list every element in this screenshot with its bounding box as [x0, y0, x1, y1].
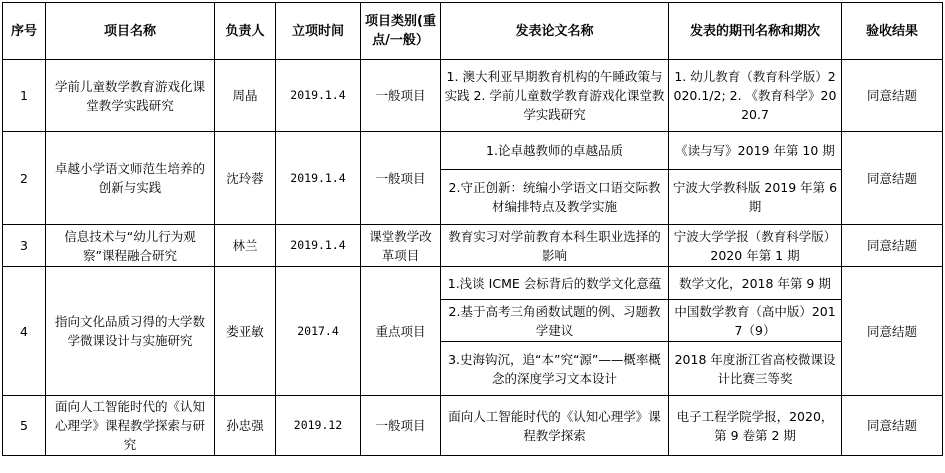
cell-project: 卓越小学语文师范生培养的创新与实践	[46, 132, 215, 225]
cell-paper: 1.浅谈 ICME 会标背后的数学文化意蕴	[441, 267, 669, 300]
cell-journal: 宁波大学教科版 2019 年第 6 期	[669, 170, 842, 225]
cell-leader: 林兰	[215, 225, 276, 267]
cell-date: 2019.1.4	[276, 225, 361, 267]
cell-leader: 周晶	[215, 60, 276, 132]
cell-result: 同意结题	[842, 396, 943, 456]
table-row	[3, 132, 943, 170]
cell-paper: 面向人工智能时代的《认知心理学》课程教学探索	[441, 396, 669, 456]
cell-paper: 1.论卓越教师的卓越品质	[441, 132, 669, 170]
header-row	[3, 3, 943, 60]
cell-paper: 3.史海钩沉，追“本”究“源”——概率概念的深度学习文本设计	[441, 342, 669, 396]
cell-no: 1	[3, 60, 46, 132]
cell-journal: 电子工程学院学报，2020，第 9 卷第 2 期	[669, 396, 842, 456]
cell-project: 学前儿童数学教育游戏化课堂教学实践研究	[46, 60, 215, 132]
cell-category: 一般项目	[361, 60, 441, 132]
cell-no: 2	[3, 132, 46, 225]
cell-paper: 2.基于高考三角函数试题的例、习题教学建议	[441, 300, 669, 342]
header-paper: 发表论文名称	[441, 3, 669, 60]
cell-date: 2019.1.4	[276, 132, 361, 225]
cell-leader: 孙忠强	[215, 396, 276, 456]
header-result: 验收结果	[842, 3, 943, 60]
cell-project: 信息技术与“幼儿行为观察”课程融合研究	[46, 225, 215, 267]
cell-category: 一般项目	[361, 132, 441, 225]
cell-project: 指向文化品质习得的大学数学微课设计与实施研究	[46, 267, 215, 396]
cell-date: 2017.4	[276, 267, 361, 396]
cell-leader: 沈玲蓉	[215, 132, 276, 225]
cell-category: 课堂教学改革项目	[361, 225, 441, 267]
cell-project: 面向人工智能时代的《认知心理学》课程教学探索与研究	[46, 396, 215, 456]
cell-result: 同意结题	[842, 225, 943, 267]
table-row	[3, 60, 943, 132]
header-leader: 负责人	[215, 3, 276, 60]
header-no: 序号	[3, 3, 46, 60]
header-journal: 发表的期刊名称和期次	[669, 3, 842, 60]
table-row	[3, 396, 943, 456]
table-row	[3, 267, 943, 300]
cell-result: 同意结题	[842, 267, 943, 396]
cell-no: 5	[3, 396, 46, 456]
header-date: 立项时间	[276, 3, 361, 60]
cell-journal: 宁波大学学报（教育科学版）2020 年第 1 期	[669, 225, 842, 267]
table-row	[3, 225, 943, 267]
cell-category: 一般项目	[361, 396, 441, 456]
cell-journal: 2018 年度浙江省高校微课设计比赛三等奖	[669, 342, 842, 396]
cell-journal: 中国数学教育（高中版）2017（9）	[669, 300, 842, 342]
cell-date: 2019.1.4	[276, 60, 361, 132]
header-project: 项目名称	[46, 3, 215, 60]
cell-no: 4	[3, 267, 46, 396]
cell-date: 2019.12	[276, 396, 361, 456]
cell-journal: 《读与写》2019 年第 10 期	[669, 132, 842, 170]
header-category: 项目类别(重点/一般）	[361, 3, 441, 60]
project-table	[2, 2, 943, 456]
cell-journal: 1. 幼儿教育（教育科学版）2020.1/2; 2. 《教育科学》2020.7	[669, 60, 842, 132]
cell-journal: 数学文化，2018 年第 9 期	[669, 267, 842, 300]
cell-paper: 教育实习对学前教育本科生职业选择的影响	[441, 225, 669, 267]
cell-paper: 2.守正创新：统编小学语文口语交际教材编排特点及教学实施	[441, 170, 669, 225]
cell-no: 3	[3, 225, 46, 267]
cell-paper: 1. 澳大利亚早期教育机构的午睡政策与实践 2. 学前儿童数学教育游戏化课堂教学实践研究	[441, 60, 669, 132]
cell-result: 同意结题	[842, 132, 943, 225]
cell-result: 同意结题	[842, 60, 943, 132]
cell-leader: 娄亚敏	[215, 267, 276, 396]
cell-category: 重点项目	[361, 267, 441, 396]
